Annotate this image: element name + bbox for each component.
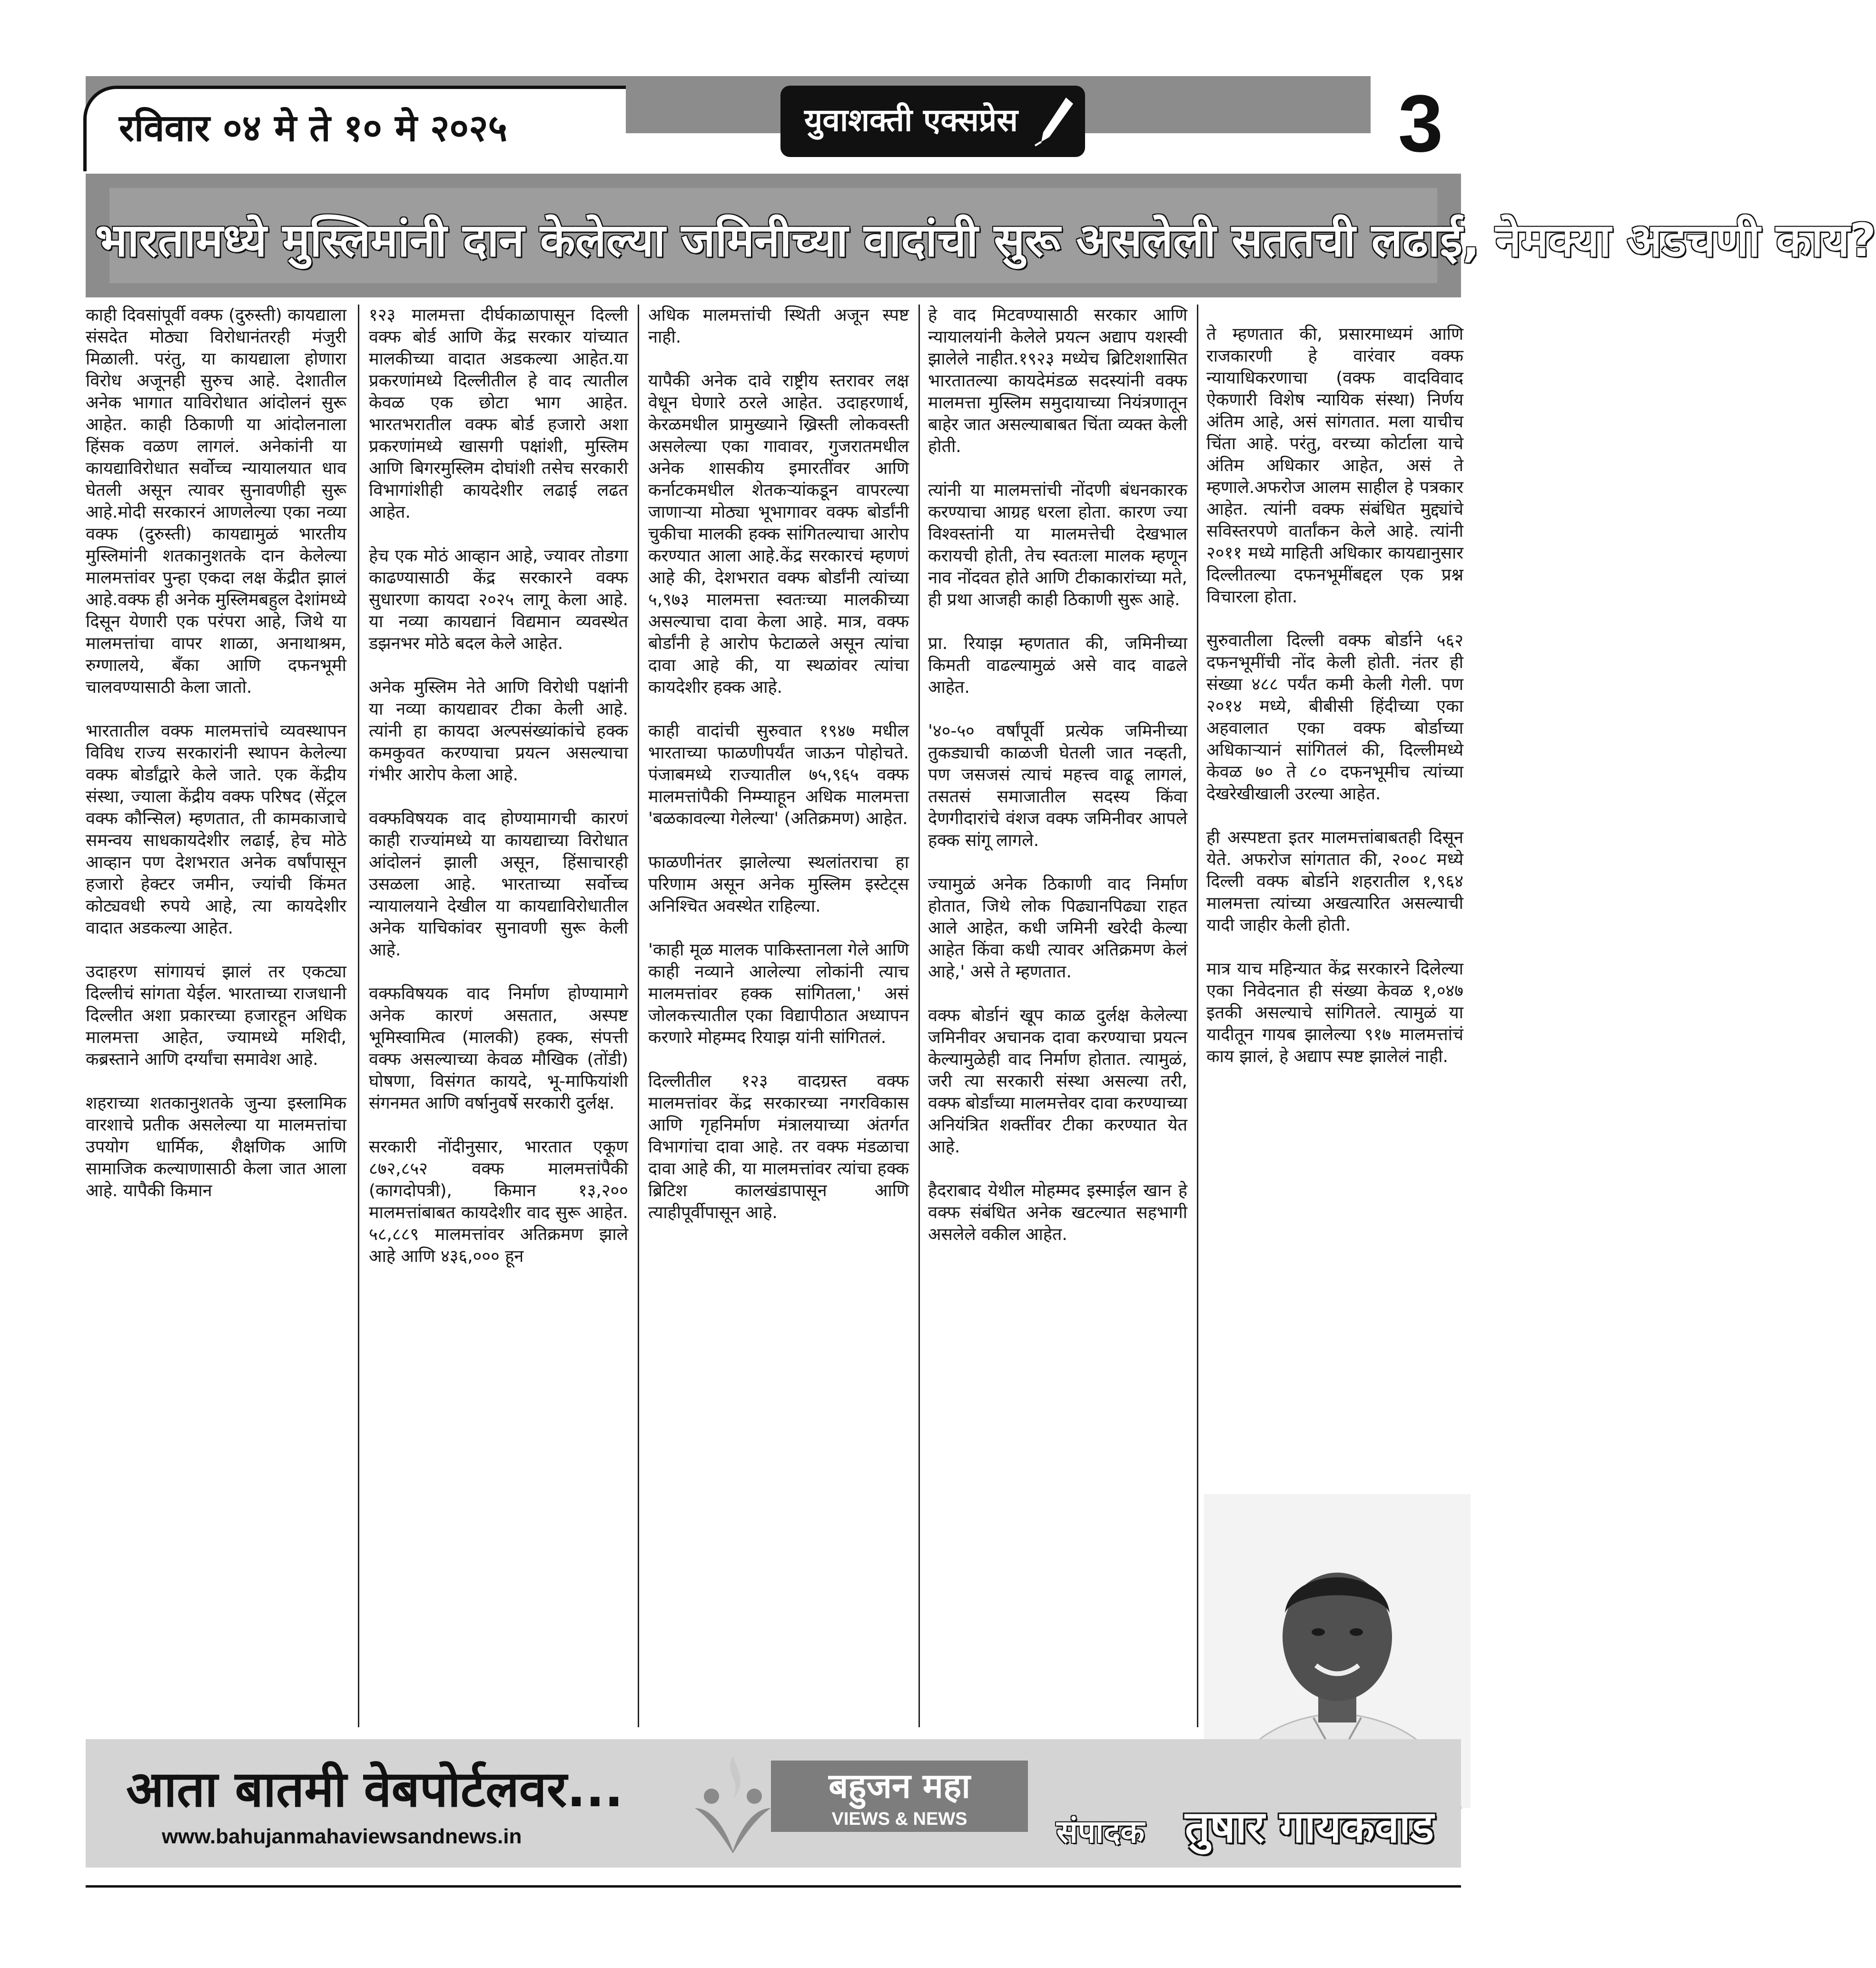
article-column-1 <box>86 305 346 1730</box>
paragraph: प्रा. रियाझ म्हणतात की, जमिनीच्या किमती वाढल्यामुळं असे वाद वाढले आहेत. <box>928 634 1187 697</box>
paragraph: यापैकी अनेक दावे राष्ट्रीय स्तरावर लक्ष वेधून घेणारे ठरले आहेत. उदाहरणार्थ, केरळमधील प्रामुख्याने ख्रिस्ती लोकवस्ती असलेल्या एका गावावर, गुजरातमधील अनेक शासकीय इमारतींवर आणि कर्नाटकमधील शेतकऱ्यांकडून वापरल्या जाणाऱ्या मोठ्या भूभागावर वक्फ बोर्डांनी चुकीचा मालकी हक्क सांगितल्याचा आरोप करण्यात आला आहे.केंद्र सरकारचं म्हणणं आहे की, देशभरात वक्फ बोर्डांनी त्यांच्या ५,९७३ मालमत्ता स्वतःच्या मालकीच्या असल्याचा दावा केला आहे. मात्र, वक्फ बोर्डांनी हे आरोप फेटाळले असून त्यांचा दावा आहे की, या स्थळांवर त्यांचा कायदेशीर हक्क आहे. <box>648 371 909 697</box>
paragraph: ही अस्पष्टता इतर मालमत्तांबाबतही दिसून येते. अफरोज सांगतात की, २००८ मध्ये दिल्ली वक्फ बोर्डाने शहरातील १,९६४ मालमत्ता त्यांच्या अखत्यारित असल्याची यादी जाहीर केली होती. <box>1206 828 1463 935</box>
paragraph: 'काही मूळ मालक पाकिस्तानला गेले आणि काही नव्याने आलेल्या लोकांनी त्याच मालमत्तांवर हक्क सांगितला,' असं जोलकत्त्यातील एका विद्यापीठात अध्यापन करणारे मोहम्मद रियाझ यांनी सांगितलं. <box>648 940 909 1047</box>
issue-date: रविवार ०४ मे ते १० मे २०२५ <box>119 107 508 150</box>
paragraph: अनेक मुस्लिम नेते आणि विरोधी पक्षांनी या नव्या कायद्यावर टीका केली आहे. त्यांनी हा कायदा अल्पसंख्यांकांचे हक्क कमकुवत करण्याचा प्रयत्न असल्याचा गंभीर आरोप केला आहे. <box>369 678 628 785</box>
portal-title: आता बातमी वेबपोर्टलवर... <box>126 1760 623 1818</box>
logo-subtitle: VIEWS & NEWS <box>831 1809 968 1829</box>
paragraph: दिल्लीतील १२३ वादग्रस्त वक्फ मालमत्तांवर केंद्र सरकारच्या नगरविकास आणि गृहनिर्माण मंत्रालयाच्या अंतर्गत विभागांचा दावा आहे. तर वक्फ मंडळाचा दावा आहे की, या मालमत्तांवर त्यांचा हक्क ब्रिटिश कालखंडापासून आणि त्याहीपूर्वीपासून आहे. <box>648 1072 909 1222</box>
footer-rule <box>86 1885 1461 1888</box>
paragraph: १२३ मालमत्ता दीर्घकाळापासून दिल्ली वक्फ बोर्ड आणि केंद्र सरकार यांच्यात मालकीच्या वादात अडकल्या आहेत.या प्रकरणांमध्ये दिल्लीतील हे वाद त्यातील केवळ एक छोटा भाग आहेत. भारतभरातील वक्फ बोर्ड हजारो अशा प्रकरणांमध्ये खासगी पक्षांशी, मुस्लिम आणि बिगरमुस्लिम दोघांशी तसेच सरकारी विभागांशीही कायदेशीर लढाई लढत आहेत. <box>369 305 628 522</box>
paragraph: वक्फ बोर्डानं खूप काळ दुर्लक्ष केलेल्या जमिनीवर अचानक दावा करण्याचा प्रयत्न केल्यामुळेही वाद निर्माण होतात. त्यामुळं, जरी त्या सरकारी संस्था असल्या तरी, वक्फ बोर्डांच्या मालमत्तेवर दावा करण्याच्या अनियंत्रित शक्तींवर टीका करण्यात येत आहे. <box>928 1006 1187 1157</box>
column-rule <box>1197 305 1198 1727</box>
paragraph: हैदराबाद येथील मोहम्मद इस्माईल खान हे वक्फ संबंधित अनेक खटल्यात सहभागी असलेले वकील आहेत. <box>928 1181 1187 1244</box>
column-rule <box>638 305 639 1727</box>
paragraph: भारतातील वक्फ मालमत्तांचे व्यवस्थापन विविध राज्य सरकारांनी स्थापन केलेल्या वक्फ बोर्डांद्वारे केले जाते. एक केंद्रीय संस्था, ज्याला केंद्रीय वक्फ परिषद (सेंट्रल वक्फ कौन्सिल) म्हणतात, ती कामकाजाचे समन्वय साधकायदेशीर लढाई, हेच मोठे आव्हान पण देशभरात अनेक वर्षांपासून हजारो हेक्टर जमीन, ज्यांची किंमत कोट्यवधी रुपये आहे, त्या कायदेशीर वादात अडकल्या आहेत. <box>86 721 346 938</box>
paragraph: काही वादांची सुरुवात १९४७ मधील भारताच्या फाळणीपर्यंत जाऊन पोहोचते. पंजाबमध्ये राज्यातील ७५,९६५ वक्फ मालमत्तांपैकी निम्म्याहून अधिक मालमत्ता 'बळकावल्या गेलेल्या' (अतिक्रमण) आहेत. <box>648 721 909 828</box>
paragraph: ते म्हणतात की, प्रसारमाध्यमं आणि राजकारणी हे वारंवार वक्फ न्यायाधिकरणाचा (वक्फ वादविवाद ऐकणारी विशेष न्यायिक संस्था) निर्णय अंतिम आहे, असं सांगतात. मला याचीच चिंता आहे. परंतु, वरच्या कोर्टाला याचे अंतिम अधिकार आहेत, असं ते म्हणाले.अफरोज आलम साहील हे पत्रकार आहेत. त्यांनी वक्फ संबंधित मुद्द्यांचे सविस्तरपणे वार्तांकन केले आहे. त्यांनी २०११ मध्ये माहिती अधिकार कायद्यानुसार दिल्लीतल्या दफनभूमींबद्दल एक प्रश्न विचारला होता. <box>1206 325 1463 607</box>
paragraph: शहराच्या शतकानुशतके जुन्या इस्लामिक वारशाचे प्रतीक असलेल्या या मालमत्तांचा उपयोग धार्मिक, शैक्षणिक आणि सामाजिक कल्याणासाठी केला जात आला आहे. यापैकी किमान <box>86 1093 346 1200</box>
editor-name: तुषार गायकवाड <box>1185 1801 1434 1852</box>
page-number: 3 <box>1398 79 1443 169</box>
logo-people-icon <box>685 1751 780 1856</box>
paragraph: फाळणीनंतर झालेल्या स्थलांतराचा हा परिणाम असून अनेक मुस्लिम इस्टेट्स अनिश्चित अवस्थेत राहिल्या. <box>648 853 909 916</box>
article-column-5 <box>1206 324 1463 1485</box>
paragraph: काही दिवसांपूर्वी वक्फ (दुरुस्ती) कायद्याला संसदेत मोठ्या विरोधानंतरही मंजुरी मिळाली. परंतु, या कायद्याला होणारा विरोध अजूनही सुरुच आहे. देशातील अनेक भागात याविरोधात आंदोलनं सुरू आहेत. काही ठिकाणी या आंदोलनाला हिंसक वळण लागलं. अनेकांनी या कायद्याविरोधात सर्वोच्च न्यायालयात धाव घेतली असून त्यावर सुनावणीही सुरू आहे.मोदी सरकारनं आणलेल्या एका नव्या वक्फ (दुरुस्ती) कायद्यामुळं भारतीय मुस्लिमांनी शतकानुशतके दान केलेल्या मालमत्तांवर पुन्हा एकदा लक्ष केंद्रीत झालं आहे.वक्फ ही अनेक मुस्लिमबहुल देशांमध्ये दिसून येणारी एक परंपरा आहे, जिथे या मालमत्तांचा वापर शाळा, अनाथाश्रम, रुग्णालये, बँका आणि दफनभूमी चालवण्यासाठी केला जातो. <box>86 305 347 697</box>
paragraph: हे वाद मिटवण्यासाठी सरकार आणि न्यायालयांनी केलेले प्रयत्न अद्याप यशस्वी झालेले नाहीत.१९२३ मध्येच ब्रिटिशशासित भारतातल्या कायदेमंडळ सदस्यांनी वक्फ मालमत्ता मुस्लिम समुदायाच्या नियंत्रणातून बाहेर जात असल्याबाबत चिंता व्यक्त केली होती. <box>928 305 1187 456</box>
article-column-3 <box>648 305 909 1730</box>
paragraph: वक्फविषयक वाद होण्यामागची कारणं काही राज्यांमध्ये या कायद्याच्या विरोधात आंदोलनं झाली असून, हिंसाचारही उसळला आहे. भारताच्या सर्वोच्च न्यायालयाने देखील या कायद्याविरोधातील अनेक याचिकांवर सुनावणी सुरू केली आहे. <box>369 809 628 960</box>
portal-url[interactable]: www.bahujanmahaviewsandnews.in <box>162 1825 522 1848</box>
article-column-4 <box>928 305 1187 1730</box>
column-rule <box>358 305 359 1727</box>
paragraph: हेच एक मोठं आव्हान आहे, ज्यावर तोडगा काढण्यासाठी केंद्र सरकारने वक्फ सुधारणा कायदा २०२५ लागू केला आहे. या नव्या कायद्यानं विद्यमान व्यवस्थेत डझनभर मोठे बदल केले आहेत. <box>369 546 628 653</box>
paragraph: सरकारी नोंदीनुसार, भारतात एकूण ८७२,८५२ वक्फ मालमत्तांपैकी (कागदोपत्री), किमान १३,२०० मालमत्तांबाबत कायदेशीर वाद सुरू आहेत. ५८,८८९ मालमत्तांवर अतिक्रमण झाले आहे आणि ४३६,००० हून <box>369 1137 628 1266</box>
column-rule <box>918 305 920 1727</box>
pen-icon <box>1033 95 1076 148</box>
brand-name: युवाशक्ती एक्सप्रेस <box>804 102 1018 138</box>
paragraph: सुरुवातीला दिल्ली वक्फ बोर्डाने ५६२ दफनभूमींची नोंद केली होती. नंतर ही संख्या ४८८ पर्यंत कमी केली गेली. पण २०१४ मध्ये, बीबीसी हिंदीच्या एका अहवालात एका वक्फ बोर्डाच्या अधिकाऱ्यानं सांगितलं की, दिल्लीमध्ये केवळ ७० ते ८० दफनभूमीच त्यांच्या देखरेखीखाली उरल्या आहेत. <box>1206 631 1463 804</box>
logo-name: बहुजन महा <box>829 1766 970 1806</box>
paragraph: त्यांनी या मालमत्तांची नोंदणी बंधनकारक करण्याचा आग्रह धरला होता. कारण ज्या विश्वस्तांनी या मालमत्तेची देखभाल करायची होती, तेच स्वतःला मालक म्हणून नाव नोंदवत होते आणि टीकाकारांच्या मते, ही प्रथा आजही काही ठिकाणी सुरू आहे. <box>928 481 1187 610</box>
headline: भारतामध्ये मुस्लिमांनी दान केलेल्या जमिनीच्या वादांची सुरू असलेली सततची लढाई, नेमक्या अडचणी काय? <box>95 214 1876 267</box>
paragraph: मात्र याच महिन्यात केंद्र सरकारने दिलेल्या एका निवेदनात ही संख्या केवळ १,०४७ इतकी असल्याचे सांगितले. त्यामुळं या यादीतून गायब झालेल्या ९१७ मालमत्तांचं काय झालं, हे अद्याप स्पष्ट झालेलं नाही. <box>1206 959 1463 1066</box>
paragraph: अधिक मालमत्तांची स्थिती अजून स्पष्ट नाही. <box>648 305 909 347</box>
paragraph: वक्फविषयक वाद निर्माण होण्यामागे अनेक कारणं असतात, अस्पष्ट भूमिस्वामित्व (मालकी) हक्क, संपत्ती वक्फ असल्याच्या केवळ मौखिक (तोंडी) घोषणा, विसंगत कायदे, भू-माफियांशी संगनमत आणि वर्षानुवर्षे सरकारी दुर्लक्ष. <box>369 984 628 1113</box>
paragraph: ज्यामुळं अनेक ठिकाणी वाद निर्माण होतात, जिथे लोक पिढ्यानपिढ्या राहत आले आहेत, कधी जमिनी खरेदी केल्या आहेत किंवा कधी त्यावर अतिक्रमण केलं आहे,' असे ते म्हणतात. <box>928 875 1187 982</box>
article-column-2 <box>369 305 628 1730</box>
editor-label: संपादक <box>1056 1813 1145 1850</box>
paragraph: उदाहरण सांगायचं झालं तर एकट्या दिल्लीचं सांगता येईल. भारताच्या राजधानी दिल्लीत अशा प्रकारच्या हजारहून अधिक मालमत्ता आहेत, ज्यामध्ये मशिदी, कब्रस्ताने आणि दर्ग्यांचा समावेश आहे. <box>86 962 346 1069</box>
paragraph: '४०-५० वर्षांपूर्वी प्रत्येक जमिनीच्या तुकड्याची काळजी घेतली जात नव्हती, पण जसजसं त्याचं महत्त्व वाढू लागलं, तसतसं समाजातील सदस्य किंवा देणगीदारांचे वंशज वक्फ जमिनीवर आपले हक्क सांगू लागले. <box>928 721 1187 850</box>
